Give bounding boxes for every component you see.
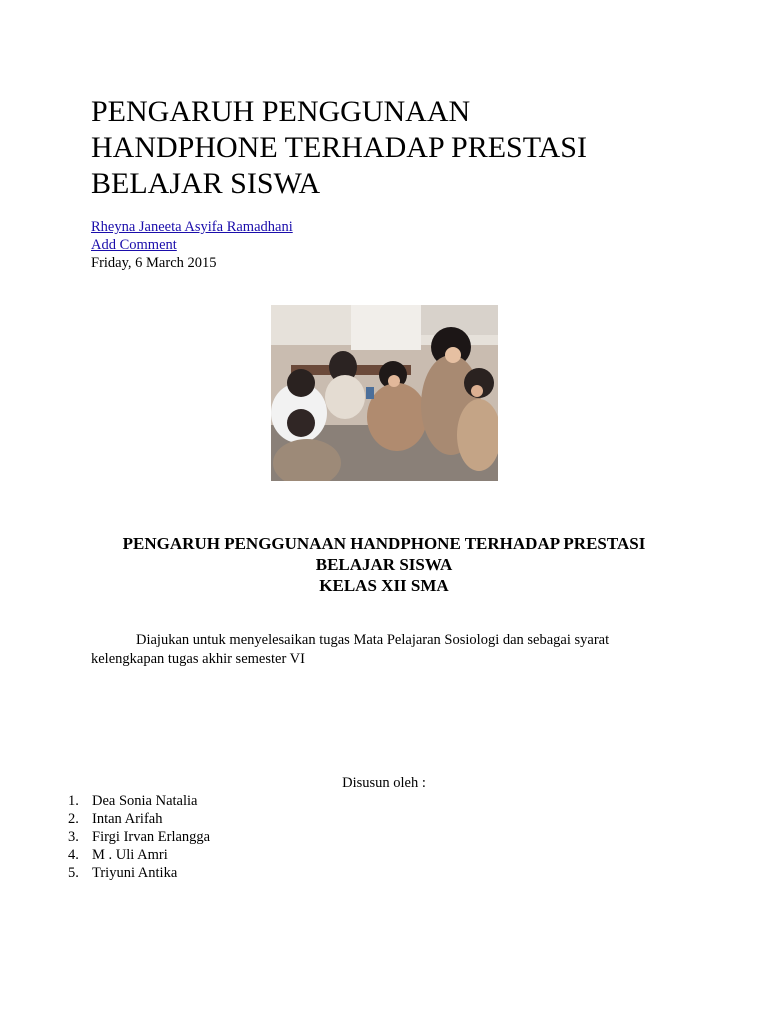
students-photo bbox=[271, 305, 498, 481]
title-line-1: PENGARUH PENGGUNAAN bbox=[91, 95, 471, 128]
article-title bbox=[91, 94, 711, 202]
author-name: Firgi Irvan Erlangga bbox=[92, 829, 211, 845]
paragraph-line-2: kelengkapan tugas akhir semester VI bbox=[91, 651, 305, 667]
title-line-3: BELAJAR SISWA bbox=[91, 167, 321, 200]
cover-heading-line-1: PENGARUH PENGGUNAAN HANDPHONE TERHADAP PRESTASI bbox=[122, 534, 646, 553]
cover-heading-line-3: KELAS XII SMA bbox=[319, 576, 449, 595]
cover-heading-line-2: BELAJAR SISWA bbox=[315, 555, 453, 574]
author-link[interactable]: Rheyna Janeeta Asyifa Ramadhani bbox=[91, 219, 293, 235]
list-number: 5. bbox=[68, 865, 79, 881]
title-line-2: HANDPHONE TERHADAP PRESTASI bbox=[91, 131, 587, 164]
byline: Disusun oleh : bbox=[342, 775, 426, 791]
paragraph-line-1: Diajukan untuk menyelesaikan tugas Mata Pelajaran Sosiologi dan sebagai syarat bbox=[136, 632, 610, 648]
add-comment-link[interactable]: Add Comment bbox=[91, 237, 177, 253]
author-name: Dea Sonia Natalia bbox=[92, 793, 198, 809]
list-item bbox=[68, 792, 210, 810]
post-date: Friday, 6 March 2015 bbox=[91, 255, 217, 271]
submission-paragraph bbox=[91, 631, 651, 669]
author-name: Triyuni Antika bbox=[92, 865, 178, 881]
list-number: 2. bbox=[68, 811, 79, 827]
list-number: 1. bbox=[68, 793, 79, 809]
article-meta bbox=[91, 218, 293, 272]
cover-heading bbox=[0, 533, 768, 596]
author-list bbox=[68, 792, 210, 882]
author-name: M . Uli Amri bbox=[92, 847, 168, 863]
list-item bbox=[68, 864, 210, 882]
list-item bbox=[68, 810, 210, 828]
list-number: 4. bbox=[68, 847, 79, 863]
list-item bbox=[68, 828, 210, 846]
list-item bbox=[68, 846, 210, 864]
author-name: Intan Arifah bbox=[92, 811, 163, 827]
list-number: 3. bbox=[68, 829, 79, 845]
